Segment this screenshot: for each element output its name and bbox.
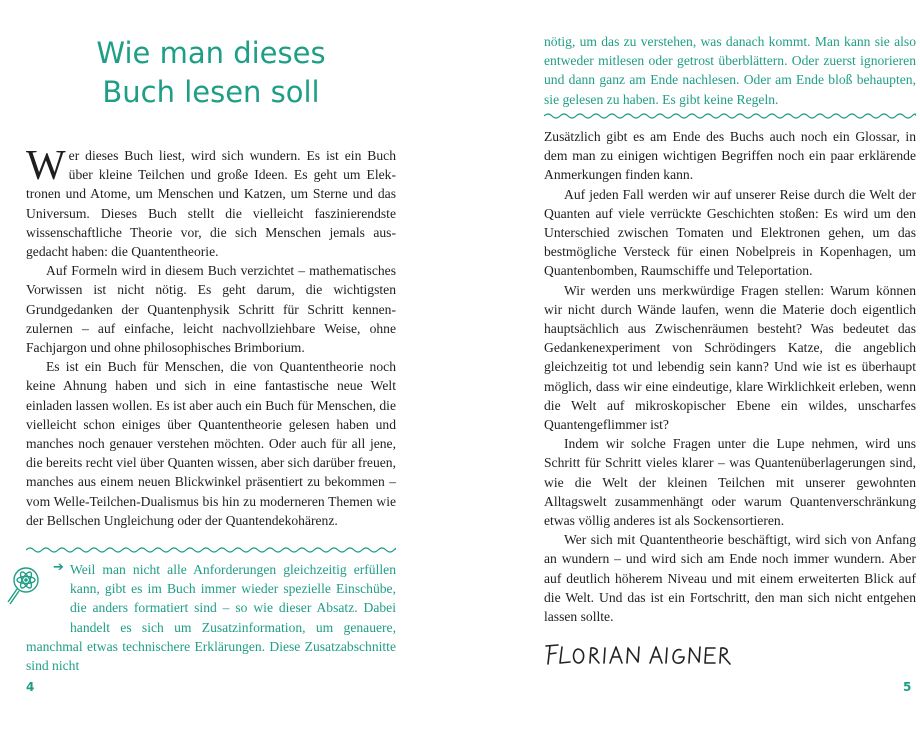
atom-magnifier-icon: [4, 562, 54, 612]
intro-paragraph-text: er dieses Buch liest, wird sich wundern. Es ist ein Buch über kleine Teilchen und große Ideen. Es geht um Elektronen und Atome, um Menschen und Katzen, um Sterne und das Universum. Dieses Buch stellt die vielleicht faszinierendste wissenschaftliche Theorie vor, die sich Menschen jemals ausgedacht haben: die Quantentheorie.: [26, 148, 396, 260]
page-number-right: 5: [903, 680, 912, 694]
paragraph-glossary: Zusätzlich gibt es am Ende des Buchs auch noch ein Glossar, in dem man zu einigen wichtigen Begriffen noch ein paar erklärende Anmerkungen finden kann.: [544, 129, 916, 183]
author-signature: [542, 638, 742, 672]
infobox-continued: [544, 32, 916, 109]
infobox-lead: [26, 560, 70, 618]
left-body-text: [26, 143, 396, 530]
signature-icon: [542, 638, 742, 672]
right-page: [460, 0, 920, 736]
infobox: [26, 560, 396, 675]
drop-cap: W: [26, 143, 66, 189]
chapter-title-line-1: Wie man dieses: [96, 36, 326, 70]
paragraph-clarity: Indem wir solche Fragen unter die Lupe nehmen, wird uns Schritt für Schritt vieles klarer – was Quantenüberlagerungen sind, wie die Welt der kleinen Teilchen mit unserer gewohnten Alltagswelt zusammenhängt oder warum Quantenverschränkung etwas völlig anderes ist als Sockensortieren.: [544, 436, 916, 529]
paragraph-questions: Wir werden uns merkwürdige Fragen stellen: Warum können wir nicht durch Wände laufen, wenn die Materie doch eigentlich hauptsächlich aus Zwischenräumen besteht? Was bedeutet das Gedankenexperiment von Schrödingers Katze, die angeblich gleichzeitig tot und lebendig sein kann? Und wie ist es überhaupt möglich, dass wir eine eindeutige, klare Wirklichkeit erleben, wenn die Welt auf mikroskopischer Ebene ein wildes, unscharfes Quantengeflimmer ist?: [544, 282, 916, 433]
paragraph-journey: Auf jeden Fall werden wir auf unserer Reise durch die Welt der Quanten auf viele verrückte Geschichten stoßen: Es wird um den Unterschied zwischen Tomaten und Elektronen gehen, um das bestmögliche Versteck für einen Nobelpreis in Kopenhagen, um Quantenbomben, Raumschiffe und Teleportation.: [544, 186, 916, 279]
arrow-right-icon: ➔: [53, 560, 64, 575]
infobox-text: Weil man nicht alle Anforderungen gleichzeitig erfüllen kann, gibt es im Buch immer wieder spezielle Einschübe, die anders formatiert sind – so wie dieser Absatz. Dabei handelt es sich um Zusatzinformation, um genauere, manchmal etwas technischere Erklärungen. Diese Zusatzabschnitte sind nicht: [26, 562, 396, 674]
right-body-text: [544, 127, 916, 626]
chapter-title: [26, 34, 396, 112]
page-number-left: 4: [26, 680, 35, 694]
intro-paragraph: [26, 143, 396, 261]
paragraph-formulas: Auf Formeln wird in diesem Buch verzichtet – mathematisches Vorwissen ist nicht nötig. Es geht darum, die wichtigsten Grundgedanken der Quantenphysik Schritt für Schritt kennenzulernen – auf einfache, leicht nachvollziehbare Weise, ohne Fachjargon und ohne philosophisches Brimborium.: [26, 263, 396, 356]
infobox-continued-text: nötig, um das zu verstehen, was danach kommt. Man kann sie also entweder mitlesen oder getrost überblättern. Oder zuerst ignorieren und dann ganz am Ende nachlesen. Oder am Ende bloß behaupten, sie gelesen zu haben. Es gibt keine Regeln.: [544, 34, 916, 107]
paragraph-audience: Es ist ein Buch für Menschen, die von Quantentheorie noch keine Ahnung haben und sich in eine fantastische neue Welt einladen lassen wollen. Es ist aber auch ein Buch für Menschen, die vielleicht schon einiges über Quantentheorie gelesen haben und manches noch genauer verstehen möchten. Oder auch für all jene, die bereits recht viel über Quanten wissen, aber sich darüber freuen, manches aus einem neuen Blickwinkel präsentiert zu bekommen – vom Welle-Teilchen-Dualismus bis hin zu moderneren Themen wie der Bellschen Ungleichung oder der Quantendekohärenz.: [26, 359, 396, 528]
wave-divider: [26, 546, 396, 554]
wave-divider-right: [544, 112, 916, 120]
paragraph-wonder: Wer sich mit Quantentheorie beschäftigt, wird sich von Anfang an wundern – und wird sich am Ende noch immer wundern. Aber auf deutlich höherem Niveau und mit einem erweiterten Blick auf die Welt. Und das ist ein Fortschritt, den man sich nicht entgehen lassen sollte.: [544, 532, 916, 625]
chapter-title-line-2: Buch lesen soll: [102, 75, 320, 109]
